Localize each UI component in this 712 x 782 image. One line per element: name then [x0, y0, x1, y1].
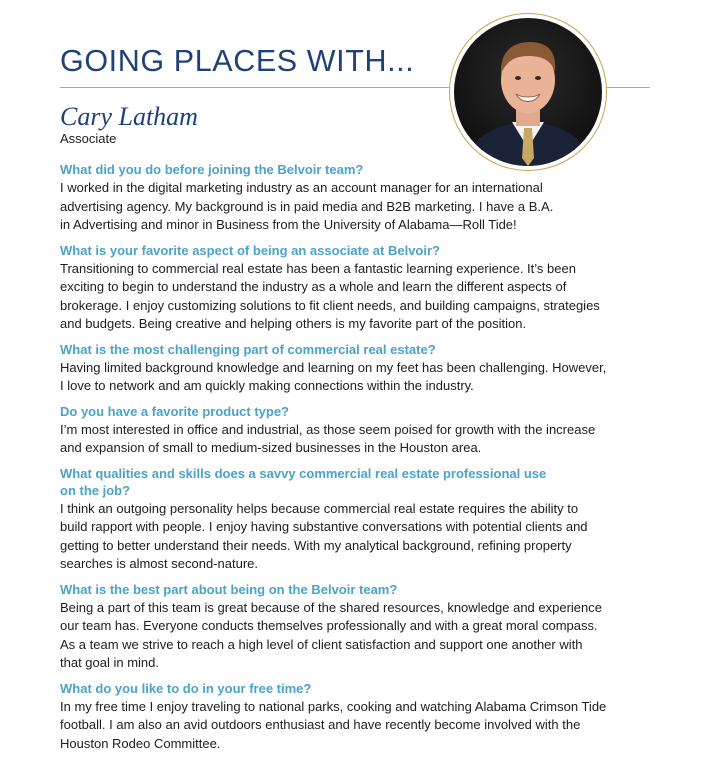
- qa-item: [60, 403, 660, 458]
- qa-item: [60, 465, 660, 574]
- person-role: Associate: [60, 131, 117, 146]
- qa-item: [60, 242, 660, 334]
- question-text: What is the most challenging part of commercial real estate?: [60, 341, 436, 357]
- answer-text: In my free time I enjoy traveling to national parks, cooking and watching Alabama Crimson Tide football. I am also an avid outdoors enthusiast and have recently become involved with the Houston Rodeo Committee.: [60, 698, 607, 751]
- question-text: What qualities and skills does a savvy commercial real estate professional use on the job?: [60, 465, 547, 498]
- answer-text: I worked in the digital marketing industry as an account manager for an international advertising agency. My background is in paid media and B2B marketing. I have a B.A. in Advertising and minor in Business from the University of Alabama—Roll Tide!: [60, 180, 554, 232]
- question-text: Do you have a favorite product type?: [60, 403, 289, 419]
- person-portrait-icon: [454, 18, 602, 166]
- question-text: What is your favorite aspect of being an associate at Belvoir?: [60, 242, 440, 258]
- qa-item: [60, 341, 660, 396]
- question-text: What is the best part about being on the Belvoir team?: [60, 581, 398, 597]
- answer-text: I think an outgoing personality helps because commercial real estate requires the ability to build rapport with people. I enjoy having substantive conversations with potential clients and getting to better understand their needs. With my analytical background, refining property searches is almost second-nature.: [60, 500, 588, 571]
- interview-section: [60, 161, 660, 760]
- answer-text: I’m most interested in office and industrial, as those seem poised for growth with the increase and expansion of small to medium-sized businesses in the Houston area.: [60, 421, 596, 455]
- question-text: What do you like to do in your free time?: [60, 680, 312, 696]
- qa-item: [60, 581, 660, 673]
- answer-text: Having limited background knowledge and learning on my feet has been challenging. However, I love to network and am quickly making connections within the industry.: [60, 359, 607, 393]
- qa-item: [60, 680, 660, 754]
- page-headline: GOING PLACES WITH...: [60, 44, 415, 78]
- qa-item: [60, 161, 660, 235]
- answer-text: Transitioning to commercial real estate has been a fantastic learning experience. It’s been exciting to begin to understand the industry as a whole and learn the different aspects of brokerage. I enjoy customizing solutions to fit client needs, and building campaigns, strategies and budgets. Being creative and helping others is my favorite part of the position.: [60, 260, 600, 331]
- portrait-photo: [449, 13, 607, 171]
- question-text: What did you do before joining the Belvoir team?: [60, 162, 364, 177]
- person-name: Cary Latham: [60, 102, 198, 131]
- answer-text: Being a part of this team is great because of the shared resources, knowledge and experience our team has. Everyone conducts themselves professionally and with a great moral compass. As a team we strive to reach a high level of client satisfaction and support one another with that goal in mind.: [60, 599, 602, 670]
